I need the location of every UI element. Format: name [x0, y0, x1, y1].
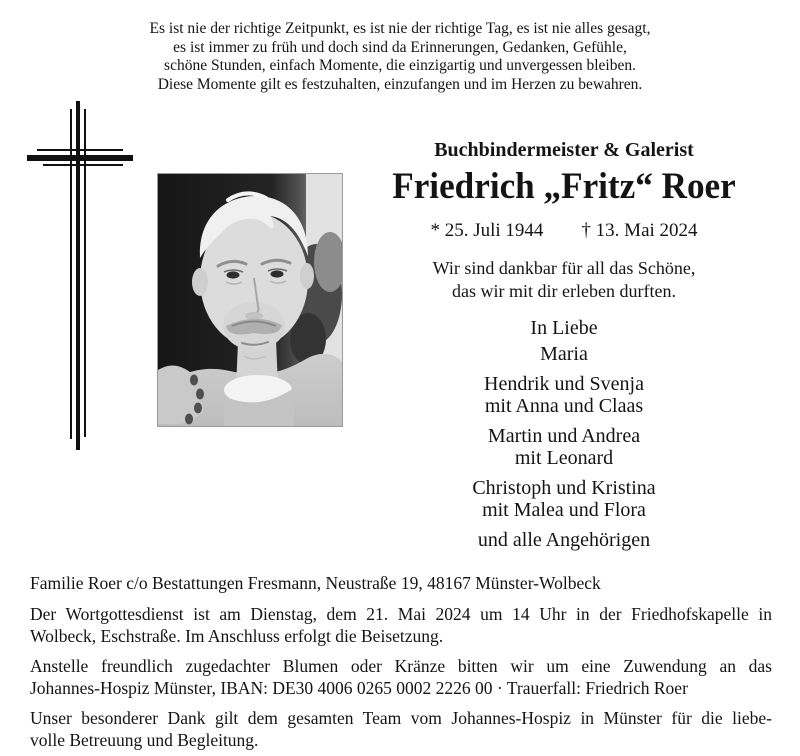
donation-line: Anstelle freundlich zugedachter Blumen oder Kränze bitten wir um eine Zuwendung an das [30, 656, 772, 676]
mourners-line: mit Malea und Flora [482, 499, 646, 521]
mourners-group [375, 317, 753, 339]
intro-verse [0, 20, 800, 94]
mourners-group [375, 373, 753, 417]
intro-line: es ist immer zu früh und doch sind da Erinnerungen, Gedanken, Gefühle, [173, 38, 627, 56]
donation-line: Johannes-Hospiz Münster, IBAN: DE30 4006 0265 0002 2226 00 · Trauerfall: Friedrich Roer [30, 678, 688, 698]
mourners-line: In Liebe [530, 317, 598, 339]
mourners-line: Martin und Andrea [487, 425, 641, 447]
tribute-line: das wir mit dir erleben durften. [452, 280, 676, 301]
profession-title: Buchbindermeister & Galerist [434, 139, 694, 161]
service-info [30, 603, 772, 647]
contact-line: Familie Roer c/o Bestattungen Fresmann, Neustraße 19, 48167 Münster-Wolbeck [30, 573, 601, 593]
mourners-line: Christoph und Kristina [472, 477, 656, 499]
tribute-text [375, 257, 753, 302]
mourners-group [375, 477, 753, 521]
mourners-line: Hendrik und Svenja [484, 373, 644, 395]
service-line: Der Wortgottesdienst ist am Dienstag, dem 21. Mai 2024 um 14 Uhr in der Friedhofskapelle in [30, 604, 772, 624]
thanks-info [30, 707, 772, 751]
mourners-line: Maria [540, 343, 588, 365]
footer-block [30, 572, 772, 756]
birth-date: * 25. Juli 1944 [430, 220, 544, 241]
death-date: † 13. Mai 2024 [581, 220, 698, 241]
mourners-line: und alle Angehörigen [477, 529, 651, 551]
mourners-list [375, 317, 753, 559]
intro-line: schöne Stunden, einfach Momente, die einzigartig und unvergessen bleiben. [164, 57, 636, 75]
mourners-line: mit Leonard [514, 447, 614, 469]
thanks-line: volle Betreuung und Begleitung. [30, 730, 259, 750]
cross-icon [27, 100, 133, 452]
deceased-name: Friedrich „Fritz“ Roer [392, 166, 736, 207]
portrait-illustration [158, 174, 342, 426]
tribute-line: Wir sind dankbar für all das Schöne, [432, 258, 696, 278]
life-dates [375, 220, 753, 242]
thanks-line: Unser besonderer Dank gilt dem gesamten Team vom Johannes-Hospiz in Münster für die liebe- [30, 708, 772, 728]
mourners-group [375, 425, 753, 469]
mourners-line: mit Anna und Claas [484, 395, 644, 417]
mourners-group [375, 343, 753, 365]
intro-line: Es ist nie der richtige Zeitpunkt, es ist nie der richtige Tag, es ist nie alles gesagt, [149, 20, 651, 37]
mourners-group [375, 529, 753, 551]
portrait-photo [157, 173, 343, 427]
intro-line: Diese Momente gilt es festzuhalten, einzufangen und im Herzen zu bewahren. [157, 75, 643, 93]
donation-info [30, 655, 772, 699]
service-line: Wolbeck, Eschstraße. Im Anschluss erfolgt die Beisetzung. [30, 626, 444, 646]
